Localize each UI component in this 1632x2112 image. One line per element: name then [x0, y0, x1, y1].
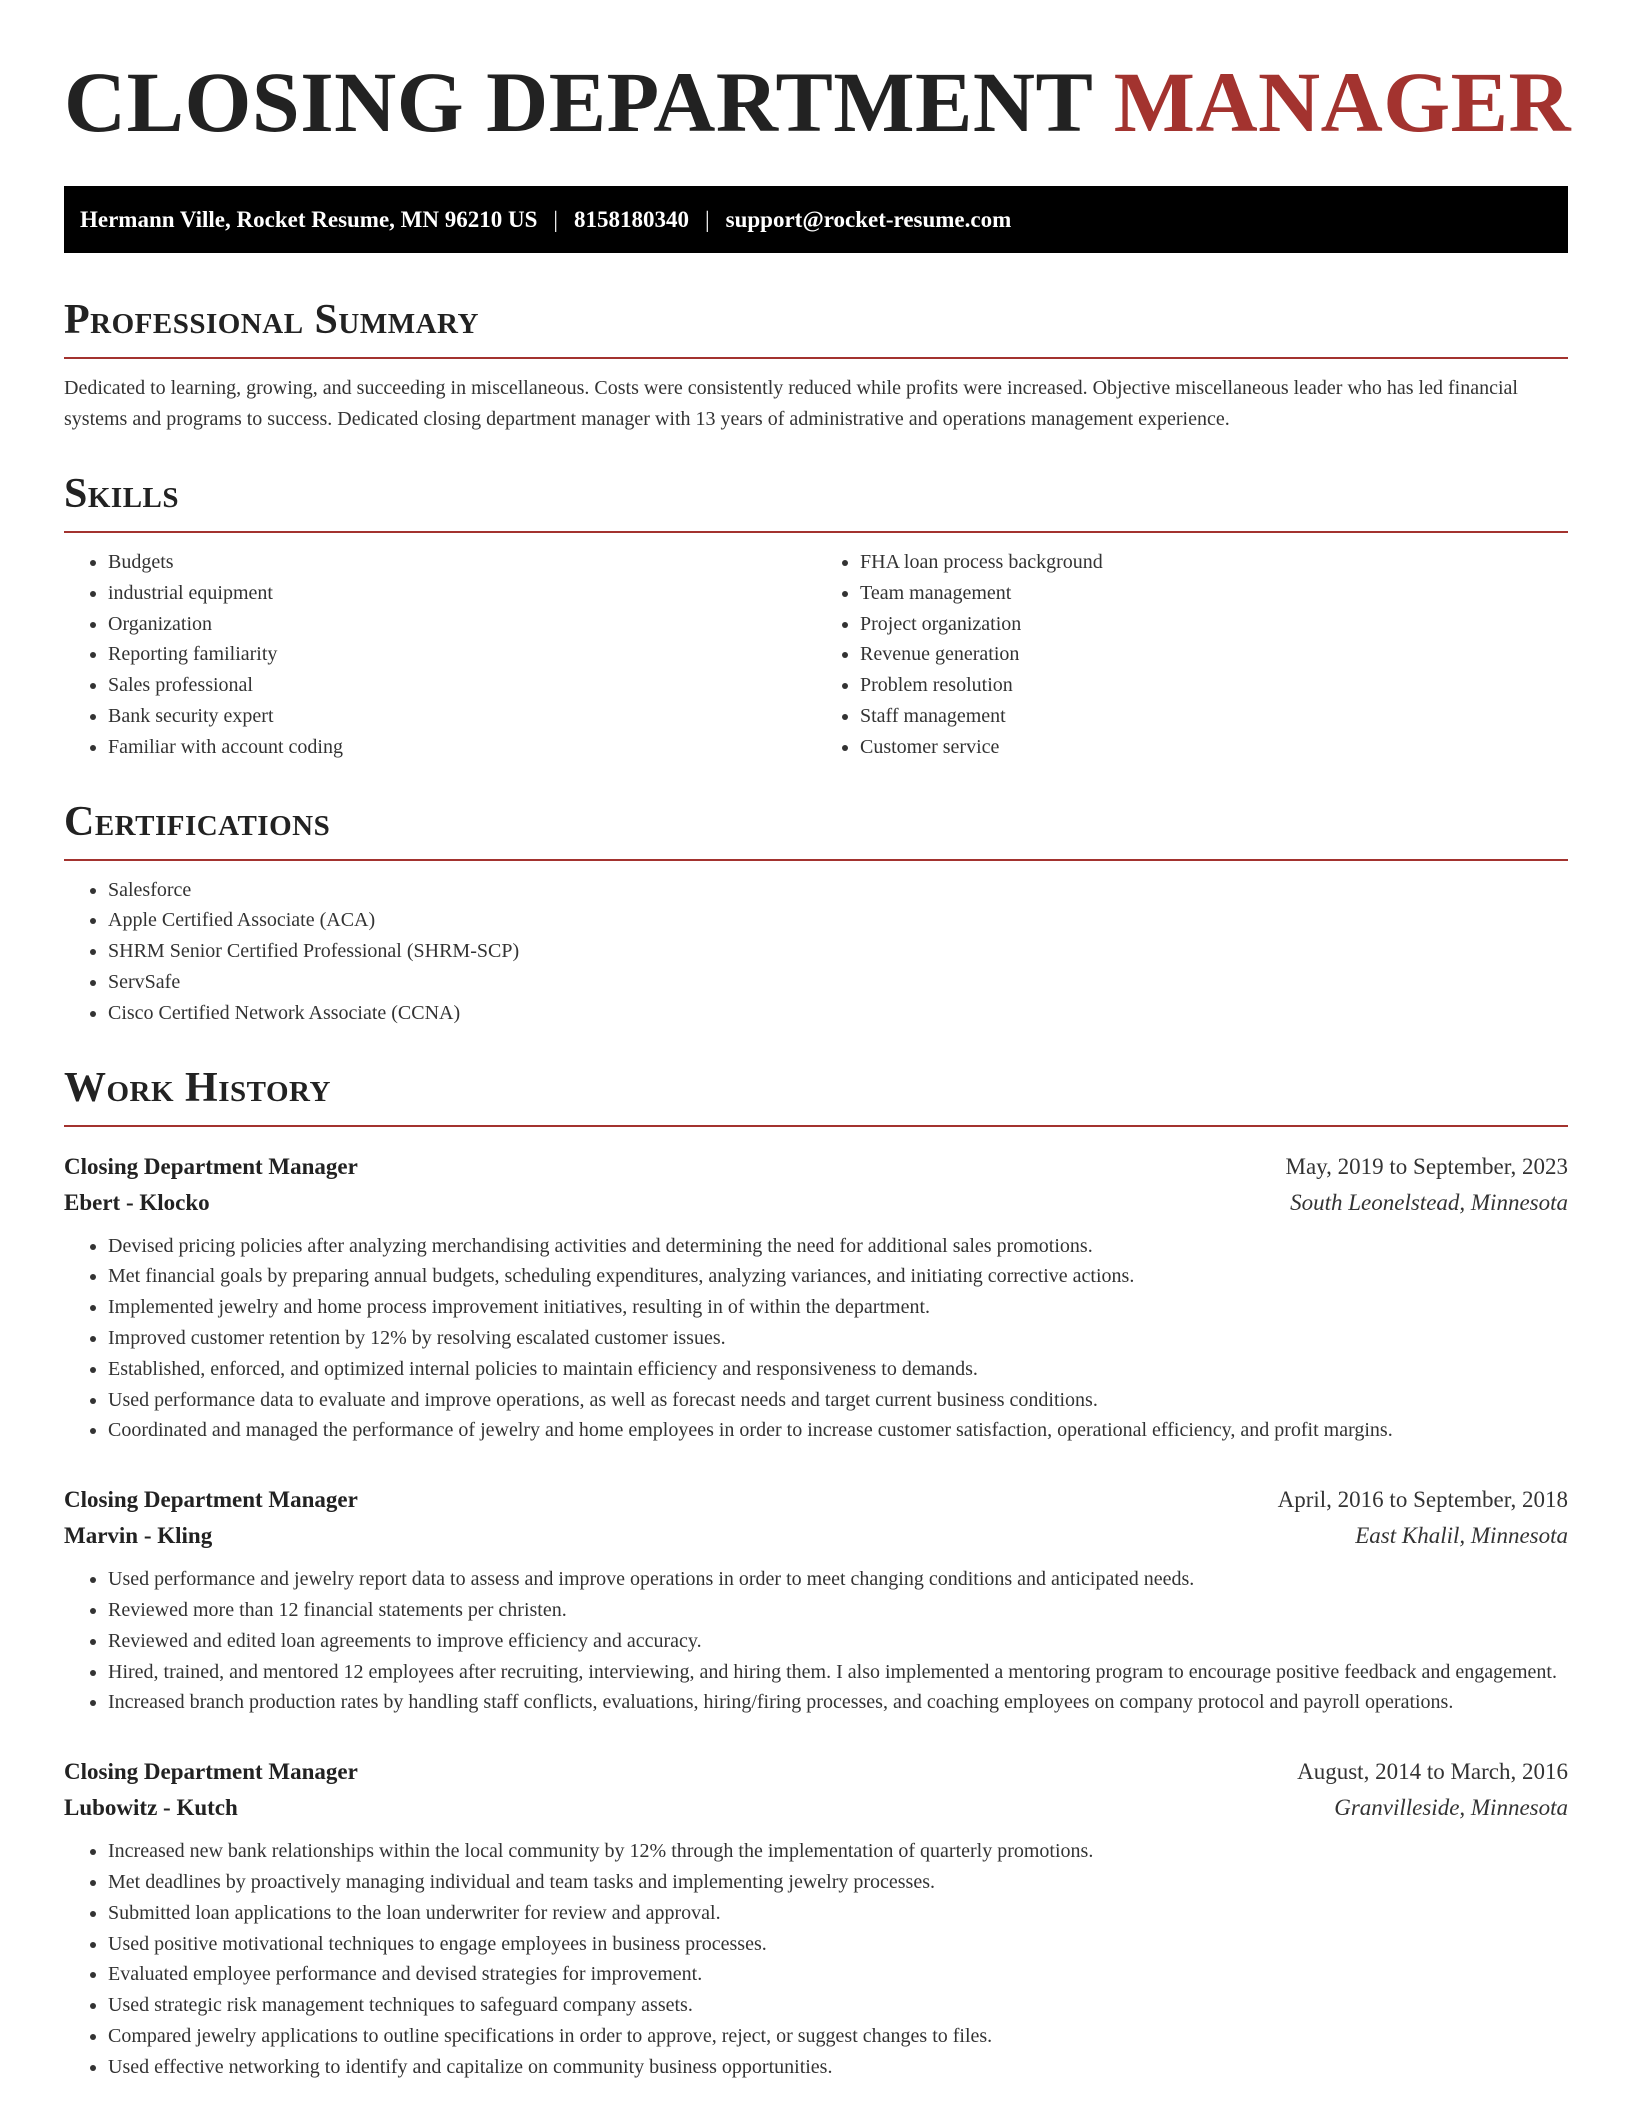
- job-dates: April, 2016 to September, 2018: [1277, 1487, 1568, 1513]
- summary-section: [64, 297, 1568, 435]
- jobs-container: [64, 1149, 1568, 2083]
- job-bullet: • Coordinated and managed the performance of jewelry and home employees in order to increase customer satisfaction, operational efficiency, and profit margins.: [108, 1415, 1568, 1446]
- job-dates: August, 2014 to March, 2016: [1297, 1759, 1568, 1785]
- skill-item: • Customer service: [860, 732, 1568, 763]
- job-company-row: [64, 1790, 1568, 1826]
- contact-phone: 8158180340: [574, 206, 690, 232]
- job-header-row: [64, 1754, 1568, 1790]
- job-bullet: • Met financial goals by preparing annual budgets, scheduling expenditures, analyzing variances, and initiating corrective actions.: [108, 1261, 1568, 1292]
- job-company-row: [64, 1518, 1568, 1554]
- skill-item: • FHA loan process background: [860, 547, 1568, 578]
- skill-item: • Familiar with account coding: [108, 732, 816, 763]
- job-company: Marvin - Kling: [64, 1523, 213, 1549]
- contact-email: support@rocket-resume.com: [725, 206, 1012, 232]
- job-entry: [64, 1482, 1568, 1718]
- section-title-work-history: Work History: [64, 1065, 1568, 1127]
- certification-item: • SHRM Senior Certified Professional (SHRM-SCP): [108, 936, 1568, 967]
- job-bullets: [64, 1564, 1568, 1718]
- job-bullet: • Used performance and jewelry report data to assess and improve operations in order to meet changing conditions and anticipated needs.: [108, 1564, 1568, 1595]
- job-bullet: • Submitted loan applications to the loan underwriter for review and approval.: [108, 1898, 1568, 1929]
- skill-item: • Problem resolution: [860, 670, 1568, 701]
- job-title: Closing Department Manager: [64, 1759, 358, 1785]
- certification-item: • Apple Certified Associate (ACA): [108, 905, 1568, 936]
- skill-item: • Team management: [860, 578, 1568, 609]
- job-bullet: • Established, enforced, and optimized internal policies to maintain efficiency and responsiveness to demands.: [108, 1354, 1568, 1385]
- job-bullet: • Used effective networking to identify and capitalize on community business opportunities.: [108, 2052, 1568, 2083]
- skills-section: [64, 471, 1568, 763]
- job-bullet: • Used performance data to evaluate and improve operations, as well as forecast needs and target current business conditions.: [108, 1385, 1568, 1416]
- job-location: East Khalil, Minnesota: [1355, 1523, 1568, 1549]
- name-accent: MANAGER: [1113, 54, 1572, 150]
- certification-item: • Cisco Certified Network Associate (CCNA): [108, 998, 1568, 1029]
- job-entry: [64, 1149, 1568, 1447]
- job-bullet: • Reviewed and edited loan agreements to improve efficiency and accuracy.: [108, 1626, 1568, 1657]
- job-bullet: • Used positive motivational techniques to engage employees in business processes.: [108, 1929, 1568, 1960]
- job-company: Lubowitz - Kutch: [64, 1795, 238, 1821]
- contact-separator: |: [553, 206, 559, 232]
- name-primary: CLOSING DEPARTMENT: [64, 54, 1092, 150]
- job-title: Closing Department Manager: [64, 1487, 358, 1513]
- job-bullets: [64, 1836, 1568, 2082]
- job-bullet: • Hired, trained, and mentored 12 employees after recruiting, interviewing, and hiring them. I also implemented a mentoring program to encourage positive feedback and engagement.: [108, 1657, 1568, 1688]
- skill-item: • Sales professional: [108, 670, 816, 701]
- job-entry: [64, 1754, 1568, 2082]
- certification-item: • Salesforce: [108, 875, 1568, 906]
- job-company: Ebert - Klocko: [64, 1189, 210, 1215]
- skills-grid: [64, 533, 1568, 763]
- section-title-skills: Skills: [64, 471, 1568, 533]
- certifications-list: [64, 875, 1568, 1029]
- job-header-row: [64, 1482, 1568, 1518]
- certification-item: • ServSafe: [108, 967, 1568, 998]
- section-title-certifications: Certifications: [64, 799, 1568, 861]
- skill-item: • Budgets: [108, 547, 816, 578]
- skill-item: • Organization: [108, 609, 816, 640]
- resume-name: [64, 54, 1572, 150]
- job-location: Granvilleside, Minnesota: [1334, 1795, 1568, 1821]
- skill-item: • industrial equipment: [108, 578, 816, 609]
- job-bullet: • Devised pricing policies after analyzing merchandising activities and determining the need for additional sales promotions.: [108, 1231, 1568, 1262]
- job-bullet: • Implemented jewelry and home process improvement initiatives, resulting in of within the department.: [108, 1292, 1568, 1323]
- section-title-summary: Professional Summary: [64, 297, 1568, 359]
- job-dates: May, 2019 to September, 2023: [1285, 1153, 1568, 1179]
- job-bullet: • Used strategic risk management techniques to safeguard company assets.: [108, 1990, 1568, 2021]
- job-bullet: • Compared jewelry applications to outline specifications in order to approve, reject, or suggest changes to files.: [108, 2021, 1568, 2052]
- job-company-row: [64, 1185, 1568, 1221]
- skill-item: • Bank security expert: [108, 701, 816, 732]
- job-bullet: • Reviewed more than 12 financial statements per christen.: [108, 1595, 1568, 1626]
- skills-list-left: [64, 547, 816, 763]
- summary-text: Dedicated to learning, growing, and succeeding in miscellaneous. Costs were consistently reduced while profits were increased. Objective miscellaneous leader who has led financial systems and programs to success. Dedicated closing department manager with 13 years of administrative and operations management experience.: [64, 377, 1518, 430]
- work-history-section: [64, 1065, 1568, 2083]
- contact-bar: [64, 186, 1568, 253]
- job-title: Closing Department Manager: [64, 1153, 358, 1179]
- skill-item: • Project organization: [860, 609, 1568, 640]
- contact-address: Hermann Ville, Rocket Resume, MN 96210 US: [80, 206, 538, 232]
- job-bullet: • Improved customer retention by 12% by resolving escalated customer issues.: [108, 1323, 1568, 1354]
- contact-separator: |: [705, 206, 710, 232]
- job-bullets: [64, 1231, 1568, 1447]
- job-bullet: • Met deadlines by proactively managing individual and team tasks and implementing jewelry processes.: [108, 1867, 1568, 1898]
- skill-item: • Staff management: [860, 701, 1568, 732]
- skill-item: • Reporting familiarity: [108, 639, 816, 670]
- job-location: South Leonelstead, Minnesota: [1290, 1189, 1568, 1215]
- skills-list-right: [816, 547, 1568, 763]
- certifications-section: [64, 799, 1568, 1029]
- job-header-row: [64, 1149, 1568, 1185]
- job-bullet: • Evaluated employee performance and devised strategies for improvement.: [108, 1959, 1568, 1990]
- job-bullet: • Increased new bank relationships within the local community by 12% through the implementation of quarterly promotions.: [108, 1836, 1568, 1867]
- job-bullet: • Increased branch production rates by handling staff conflicts, evaluations, hiring/firing processes, and coaching employees on company protocol and payroll operations.: [108, 1687, 1568, 1718]
- skill-item: • Revenue generation: [860, 639, 1568, 670]
